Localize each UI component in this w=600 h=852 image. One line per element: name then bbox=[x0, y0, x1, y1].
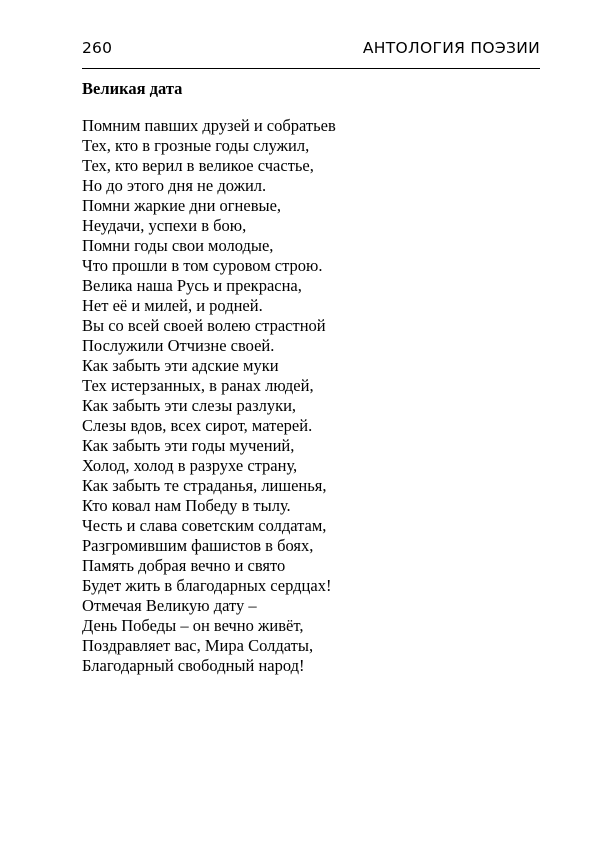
poem-line: Помни жаркие дни огневые, bbox=[82, 196, 282, 215]
poem-line: Вы со всей своей волею страстной bbox=[82, 316, 326, 335]
poem-line: Кто ковал нам Победу в тылу. bbox=[82, 496, 291, 515]
poem-line: Слезы вдов, всех сирот, матерей. bbox=[82, 416, 313, 435]
poem-line: Как забыть эти адские муки bbox=[82, 356, 279, 375]
poem-line: Послужили Отчизне своей. bbox=[82, 336, 275, 355]
poem-line: День Победы – он вечно живёт, bbox=[82, 616, 304, 635]
page-header bbox=[82, 36, 540, 60]
page-number: 260 bbox=[82, 39, 113, 57]
poem-line: Что прошли в том суровом строю. bbox=[82, 256, 323, 275]
poem-text bbox=[82, 116, 336, 676]
poem-line: Честь и слава советским солдатам, bbox=[82, 516, 327, 535]
poem-line: Как забыть эти годы мучений, bbox=[82, 436, 295, 455]
poem-line: Отмечая Великую дату – bbox=[82, 596, 257, 615]
poem-line: Тех, кто верил в великое счастье, bbox=[82, 156, 314, 175]
poem-line: Холод, холод в разрухе страну, bbox=[82, 456, 298, 475]
poem-line: Помни годы свои молодые, bbox=[82, 236, 274, 255]
poem-line: Тех истерзанных, в ранах людей, bbox=[82, 376, 314, 395]
poem-line: Поздравляет вас, Мира Солдаты, bbox=[82, 636, 314, 655]
running-title: АНТОЛОГИЯ ПОЭЗИИ bbox=[362, 39, 540, 57]
poem-line: Благодарный свободный народ! bbox=[82, 656, 305, 675]
poem-line: Разгромившим фашистов в боях, bbox=[82, 536, 314, 555]
header-rule bbox=[82, 68, 540, 69]
poem-line: Но до этого дня не дожил. bbox=[82, 176, 267, 195]
poem-line: Как забыть эти слезы разлуки, bbox=[82, 396, 297, 415]
poem-line: Неудачи, успехи в бою, bbox=[82, 216, 247, 235]
poem-line: Велика наша Русь и прекрасна, bbox=[82, 276, 302, 295]
poem-line: Память добрая вечно и свято bbox=[82, 556, 286, 575]
poem-line: Помним павших друзей и собратьев bbox=[82, 116, 336, 135]
poem-line: Будет жить в благодарных сердцах! bbox=[82, 576, 332, 595]
poem-title: Великая дата bbox=[82, 79, 183, 98]
poem-line: Тех, кто в грозные годы служил, bbox=[82, 136, 310, 155]
poem-line: Как забыть те страданья, лишенья, bbox=[82, 476, 327, 495]
poem-line: Нет её и милей, и родней. bbox=[82, 296, 263, 315]
